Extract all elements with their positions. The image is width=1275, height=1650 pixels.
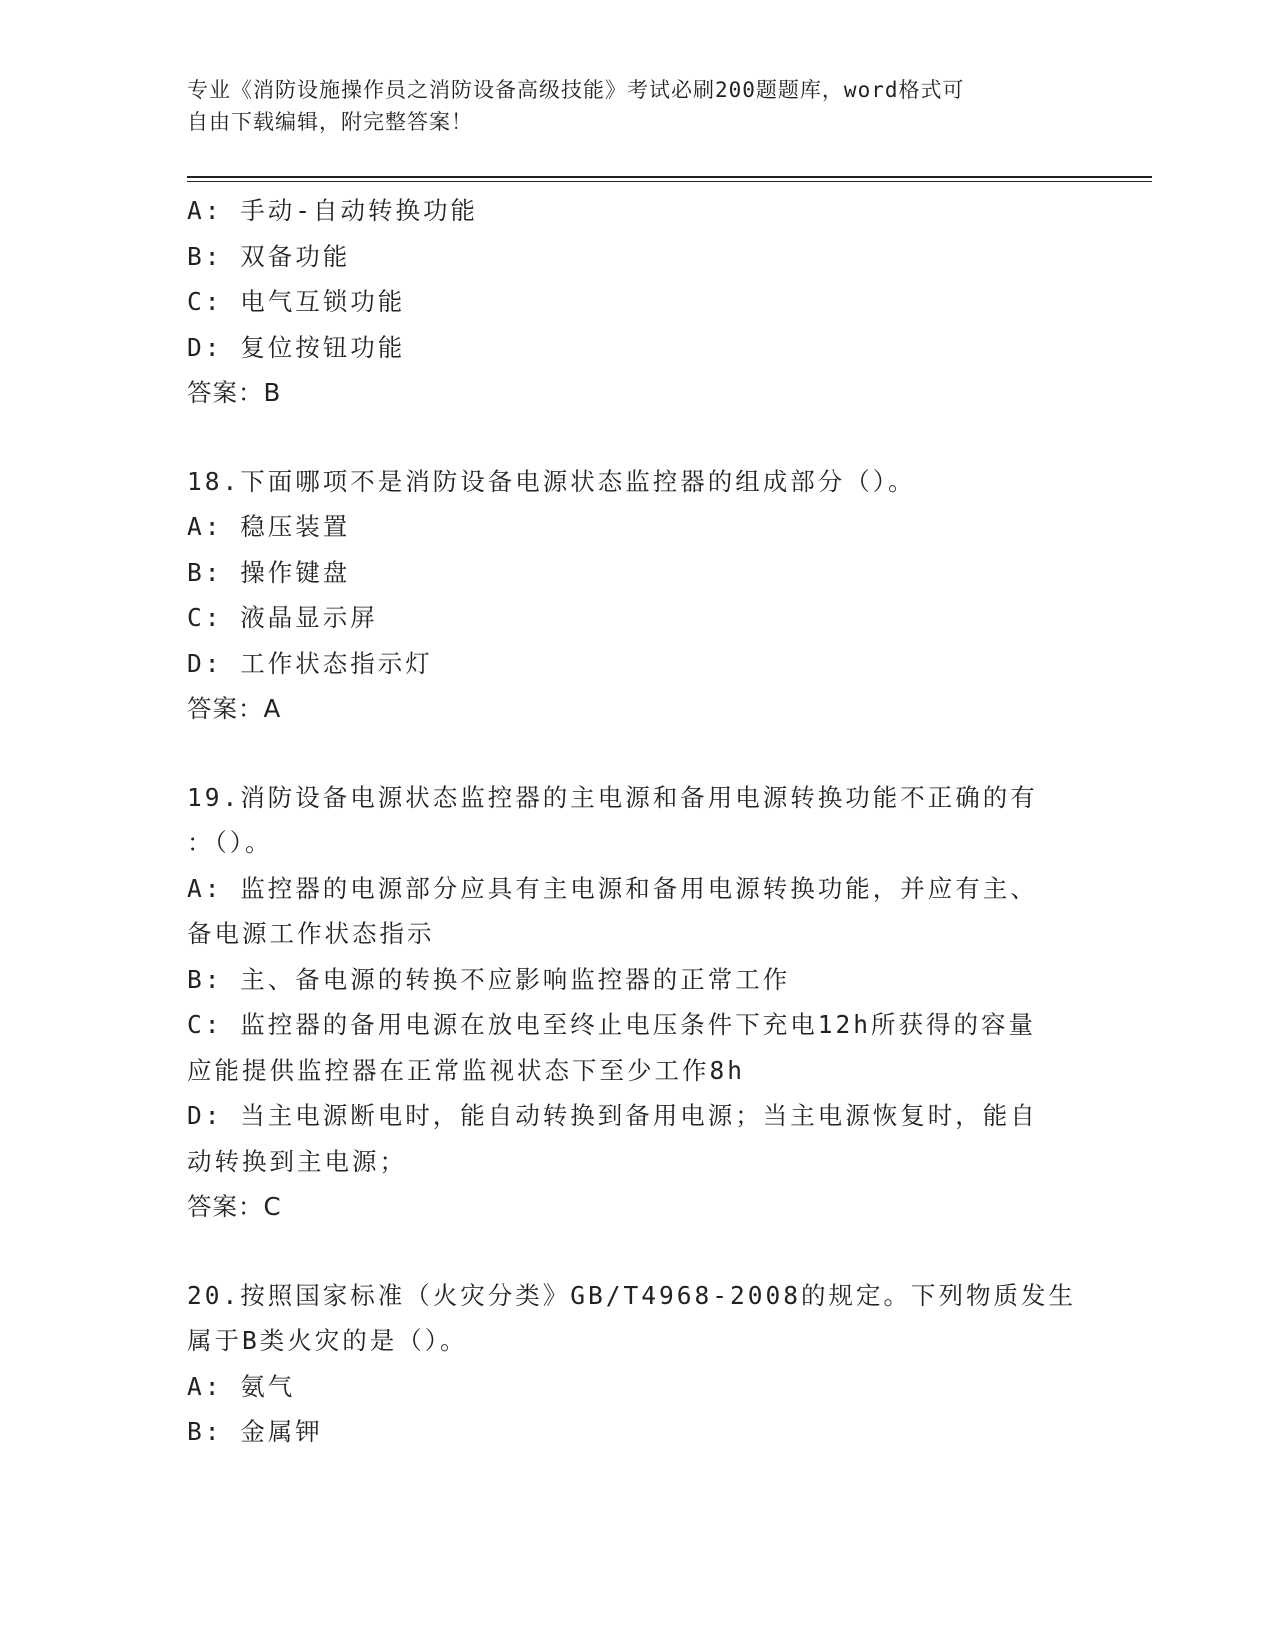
spacer xyxy=(187,1230,1067,1273)
document-header xyxy=(187,74,1087,138)
spacer xyxy=(187,732,1067,775)
header-rule-thick xyxy=(187,176,1152,178)
header-line-1: 专业《消防设施操作员之消防设备高级技能》考试必刷200题题库，word格式可 xyxy=(187,78,965,102)
option-c: C: 液晶显示屏 xyxy=(187,603,378,632)
option-d-line-1: D: 当主电源断电时，能自动转换到备用电源；当主电源恢复时，能自 xyxy=(187,1101,1038,1130)
header-line-2: 自由下载编辑，附完整答案！ xyxy=(187,110,473,134)
question-18 xyxy=(187,459,1067,732)
option-a-line-1: A: 监控器的电源部分应具有主电源和备用电源转换功能，并应有主、 xyxy=(187,873,1038,903)
option-c-line-2: 应能提供监控器在正常监视状态下至少工作8h xyxy=(187,1055,745,1085)
option-b: B: 双备功能 xyxy=(187,241,351,271)
header-rule-thin xyxy=(187,181,1152,182)
option-b: B: 操作键盘 xyxy=(187,557,351,587)
option-a-line-2: 备电源工作状态指示 xyxy=(187,919,435,948)
option-a: A: 氨气 xyxy=(187,1371,296,1401)
answer-label: 答案：C xyxy=(187,1192,282,1221)
option-b: B: 金属钾 xyxy=(187,1417,323,1446)
question-17 xyxy=(187,188,1067,416)
option-c-line-1: C: 监控器的备用电源在放电至终止电压条件下充电12h所获得的容量 xyxy=(187,1010,1036,1039)
answer-label: 答案：B xyxy=(187,378,282,407)
option-d: D: 复位按钮功能 xyxy=(187,332,406,362)
option-c: C: 电气互锁功能 xyxy=(187,287,406,316)
option-a: A: 手动-自动转换功能 xyxy=(187,196,479,225)
option-b: B: 主、备电源的转换不应影响监控器的正常工作 xyxy=(187,964,791,994)
question-20 xyxy=(187,1273,1077,1455)
question-19 xyxy=(187,775,1067,1230)
question-stem: 18.下面哪项不是消防设备电源状态监控器的组成部分（）。 xyxy=(187,466,916,496)
question-stem-line-2: 属于B类火灾的是（）。 xyxy=(187,1326,468,1355)
question-stem-line-2: ：（）。 xyxy=(187,828,273,857)
question-stem-line-1: 19.消防设备电源状态监控器的主电源和备用电源转换功能不正确的有 xyxy=(187,782,1038,812)
spacer xyxy=(187,416,1067,459)
question-stem-line-1: 20.按照国家标准（火灾分类》GB/T4968-2008的规定。下列物质发生 xyxy=(187,1280,1077,1310)
option-d-line-2: 动转换到主电源； xyxy=(187,1146,407,1176)
question-list xyxy=(187,188,1077,1455)
option-a: A: 稳压装置 xyxy=(187,512,351,541)
answer-label: 答案：A xyxy=(187,694,282,723)
option-d: D: 工作状态指示灯 xyxy=(187,648,433,678)
